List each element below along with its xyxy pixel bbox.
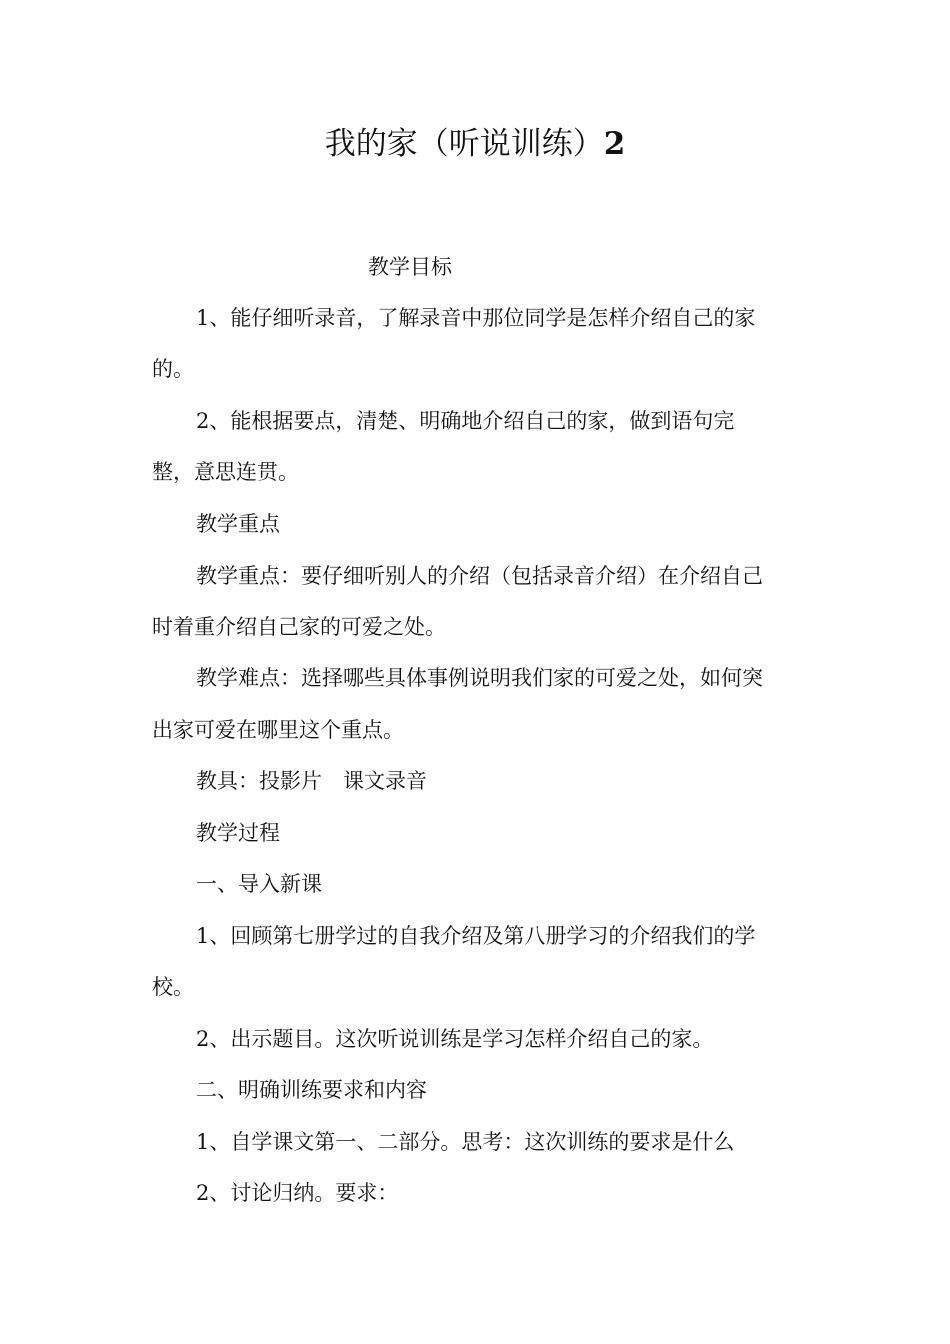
paragraph-line: 2、讨论归纳。要求： [196, 1181, 399, 1205]
paragraph-line: 教学难点：选择哪些具体事例说明我们家的可爱之处，如何突 [196, 666, 763, 690]
paragraph-line: 2、能根据要点，清楚、明确地介绍自己的家，做到语句完 [196, 409, 735, 433]
section-heading-objectives: 教学目标 [368, 255, 452, 279]
section-heading-key-points: 教学重点 [196, 512, 280, 536]
paragraph-line: 1、回顾第七册学过的自我介绍及第八册学习的介绍我们的学 [196, 924, 756, 948]
paragraph-line: 出家可爱在哪里这个重点。 [152, 718, 404, 742]
title-number: 2 [603, 126, 626, 162]
section-heading-requirements: 二、明确训练要求和内容 [196, 1078, 427, 1102]
paragraph-line: 时着重介绍自己家的可爱之处。 [152, 615, 446, 639]
title-text: 我的家（听说训练） [324, 126, 604, 162]
paragraph-line: 的。 [152, 357, 194, 381]
paragraph-line: 教学重点：要仔细听别人的介绍（包括录音介绍）在介绍自己 [196, 564, 763, 588]
document-title [0, 124, 950, 164]
paragraph-line: 2、出示题目。这次听说训练是学习怎样介绍自己的家。 [196, 1027, 714, 1051]
paragraph-line: 校。 [152, 975, 194, 999]
section-heading-process: 教学过程 [196, 821, 280, 845]
paragraph-line: 1、能仔细听录音，了解录音中那位同学是怎样介绍自己的家 [196, 306, 756, 330]
section-heading-intro: 一、导入新课 [196, 872, 322, 896]
paragraph-line: 整，意思连贯。 [152, 460, 299, 484]
paragraph-line: 1、自学课文第一、二部分。思考：这次训练的要求是什么 [196, 1130, 735, 1154]
paragraph-line: 教具：投影片 课文录音 [196, 769, 427, 793]
